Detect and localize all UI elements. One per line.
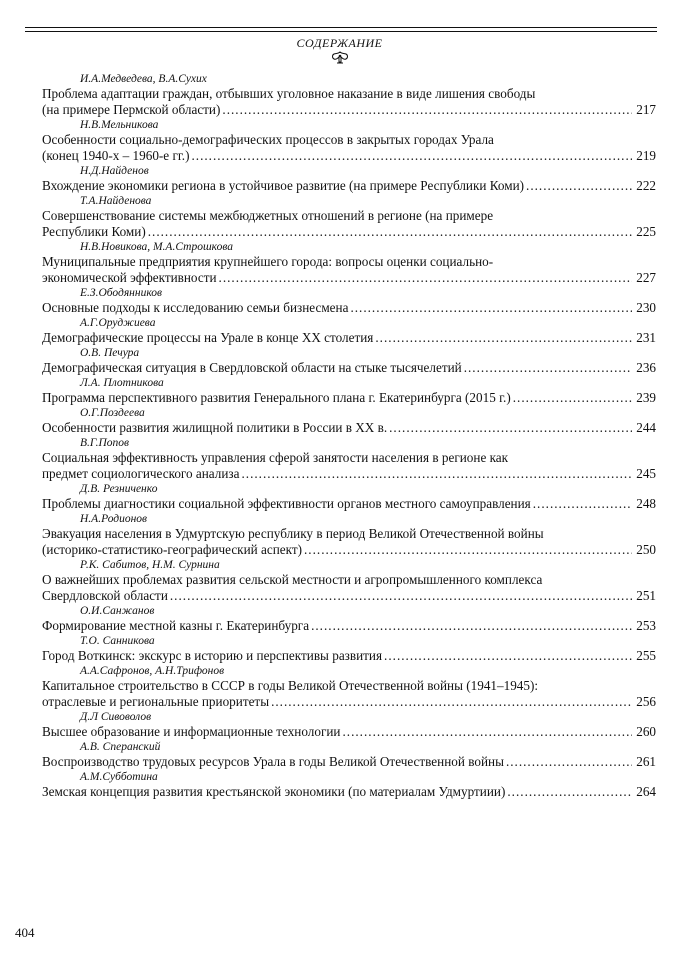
entry-page-number: 239 bbox=[636, 390, 656, 405]
entry-author: А.В. Сперанский bbox=[80, 741, 161, 753]
toc-entry bbox=[42, 740, 656, 770]
entry-page-number: 230 bbox=[636, 300, 656, 315]
entry-author: Д.В. Резниченко bbox=[80, 483, 158, 495]
dot-leader bbox=[222, 102, 632, 118]
entry-title-line: Эвакуация населения в Удмуртскую республику в период Великой Отечественной войны bbox=[42, 526, 544, 541]
dot-leader bbox=[526, 178, 632, 194]
entry-title-last-line bbox=[42, 178, 656, 194]
toc-entry bbox=[42, 558, 656, 604]
entry-title-line: Совершенствование системы межбюджетных отношений в регионе (на примере bbox=[42, 208, 494, 223]
entry-title-text: (конец 1940-х – 1960-е гг.) bbox=[42, 148, 190, 163]
toc-entry bbox=[42, 482, 656, 512]
entry-author: Д.Л Сивоволов bbox=[80, 711, 152, 723]
toc-entry bbox=[42, 376, 656, 406]
toc-entry bbox=[42, 770, 656, 800]
entry-page-number: 245 bbox=[636, 466, 656, 481]
entry-title-last-line bbox=[42, 542, 656, 558]
entry-title-last-line bbox=[42, 618, 656, 634]
dot-leader bbox=[271, 694, 632, 710]
entry-title-text: Город Воткинск: экскурс в историю и перспективы развития bbox=[42, 648, 383, 663]
entry-author: Р.К. Сабитов, Н.М. Сурнина bbox=[80, 559, 220, 571]
entry-title-line: Проблема адаптации граждан, отбывших уголовное наказание в виде лишения свободы bbox=[42, 86, 536, 101]
entry-author: Т.А.Найденова bbox=[80, 195, 152, 207]
dot-leader bbox=[219, 270, 632, 286]
entry-title-last-line bbox=[42, 466, 656, 482]
entry-title-last-line bbox=[42, 648, 656, 664]
dot-leader bbox=[513, 390, 632, 406]
entry-page-number: 225 bbox=[636, 224, 656, 239]
entry-title-last-line bbox=[42, 224, 656, 240]
entry-author: Л.А. Плотникова bbox=[80, 377, 164, 389]
dot-leader bbox=[350, 300, 632, 316]
entry-title-text: экономической эффективности bbox=[42, 270, 217, 285]
entry-title-text: отраслевые и региональные приоритеты bbox=[42, 694, 270, 709]
toc-entry bbox=[42, 72, 656, 118]
entry-title-text: Формирование местной казны г. Екатеринбурга bbox=[42, 618, 310, 633]
entry-author: Н.А.Родионов bbox=[80, 513, 148, 525]
entry-title-text: Программа перспективного развития Генерального плана г. Екатеринбурга (2015 г.) bbox=[42, 390, 511, 405]
dot-leader bbox=[191, 148, 632, 164]
entry-title-line: Муниципальные предприятия крупнейшего города: вопросы оценки социально- bbox=[42, 254, 494, 269]
toc-entry bbox=[42, 406, 656, 436]
entry-title-last-line bbox=[42, 496, 656, 512]
entry-title-line: Особенности социально-демографических процессов в закрытых городах Урала bbox=[42, 132, 494, 147]
entry-author: Н.В.Мельникова bbox=[80, 119, 159, 131]
dot-leader bbox=[304, 542, 632, 558]
entry-title-last-line bbox=[42, 300, 656, 316]
table-of-contents bbox=[42, 72, 656, 800]
header-rule-thin bbox=[25, 31, 657, 32]
entry-title-line: Социальная эффективность управления сферой занятости населения в регионе как bbox=[42, 450, 509, 465]
dot-leader bbox=[533, 496, 632, 512]
entry-page-number: 253 bbox=[636, 618, 656, 633]
entry-page-number: 227 bbox=[636, 270, 656, 285]
entry-title-text: (на примере Пермской области) bbox=[42, 102, 221, 117]
entry-page-number: 217 bbox=[636, 102, 656, 117]
entry-author: Н.В.Новикова, М.А.Строшкова bbox=[80, 241, 234, 253]
toc-entry bbox=[42, 512, 656, 558]
toc-entry bbox=[42, 164, 656, 194]
entry-title-last-line bbox=[42, 694, 656, 710]
entry-title-last-line bbox=[42, 330, 656, 346]
entry-page-number: 250 bbox=[636, 542, 656, 557]
entry-page-number: 264 bbox=[636, 784, 656, 799]
entry-title-text: Вхождение экономики региона в устойчивое развитие (на примере Республики Коми) bbox=[42, 178, 525, 193]
running-title: СОДЕРЖАНИЕ bbox=[296, 36, 383, 50]
entry-author: О.И.Санжанов bbox=[80, 605, 155, 617]
entry-title-text: предмет социологического анализа bbox=[42, 466, 240, 481]
header-rule-thick bbox=[25, 27, 657, 28]
entry-author: Н.Д.Найденов bbox=[80, 165, 149, 177]
toc-entry bbox=[42, 346, 656, 376]
entry-title-last-line bbox=[42, 784, 656, 800]
entry-title-text: Демографические процессы на Урале в конце XX столетия bbox=[42, 330, 374, 345]
dot-leader bbox=[311, 618, 632, 634]
dot-leader bbox=[148, 224, 632, 240]
entry-title-last-line bbox=[42, 270, 656, 286]
entry-title-line: О важнейших проблемах развития сельской местности и агропромышленного комплекса bbox=[42, 572, 543, 587]
entry-title-last-line bbox=[42, 724, 656, 740]
toc-entry bbox=[42, 316, 656, 346]
entry-title-last-line bbox=[42, 420, 656, 436]
dot-leader bbox=[507, 784, 632, 800]
entry-page-number: 222 bbox=[636, 178, 656, 193]
entry-title-last-line bbox=[42, 102, 656, 118]
entry-title-last-line bbox=[42, 588, 656, 604]
page-number: 404 bbox=[15, 925, 35, 940]
toc-entry bbox=[42, 436, 656, 482]
entry-author: И.А.Медведева, В.А.Сухих bbox=[80, 73, 207, 85]
entry-title-last-line bbox=[42, 360, 656, 376]
dot-leader bbox=[375, 330, 632, 346]
entry-author: О.Г.Поздеева bbox=[80, 407, 145, 419]
entry-author: Т.О. Санникова bbox=[80, 635, 155, 647]
dot-leader bbox=[506, 754, 632, 770]
toc-entry bbox=[42, 240, 656, 286]
toc-entry bbox=[42, 634, 656, 664]
entry-author: В.Г.Попов bbox=[80, 437, 129, 449]
entry-page-number: 248 bbox=[636, 496, 656, 511]
toc-entry bbox=[42, 710, 656, 740]
entry-page-number: 236 bbox=[636, 360, 656, 375]
entry-title-text: Особенности развития жилищной политики в России в XX в. bbox=[42, 420, 388, 435]
entry-page-number: 251 bbox=[636, 588, 656, 603]
dot-leader bbox=[342, 724, 632, 740]
toc-entry bbox=[42, 604, 656, 634]
toc-entry bbox=[42, 194, 656, 240]
entry-page-number: 219 bbox=[636, 148, 656, 163]
entry-title-last-line bbox=[42, 148, 656, 164]
entry-author: А.М.Субботина bbox=[80, 771, 158, 783]
entry-title-text: Свердловской области bbox=[42, 588, 168, 603]
toc-entry bbox=[42, 118, 656, 164]
entry-title-text: Земская концепция развития крестьянской экономики (по материалам Удмуртиии) bbox=[42, 784, 506, 799]
entry-title-text: Республики Коми) bbox=[42, 224, 146, 239]
entry-title-text: Воспроизводство трудовых ресурсов Урала в годы Великой Отечественной войны bbox=[42, 754, 504, 769]
entry-title-line: Капитальное строительство в СССР в годы Великой Отечественной войны (1941–1945): bbox=[42, 678, 539, 693]
entry-title-text: Высшее образование и информационные технологии bbox=[42, 724, 341, 739]
entry-title-last-line bbox=[42, 390, 656, 406]
entry-title-text: (историко-статистико-географический аспект) bbox=[42, 542, 302, 557]
entry-author: О.В. Печура bbox=[80, 347, 140, 359]
entry-title-text: Демографическая ситуация в Свердловской области на стыке тысячелетий bbox=[42, 360, 462, 375]
toc-entry bbox=[42, 286, 656, 316]
dot-leader bbox=[464, 360, 632, 376]
entry-page-number: 260 bbox=[636, 724, 656, 739]
entry-page-number: 255 bbox=[636, 648, 656, 663]
dot-leader bbox=[384, 648, 632, 664]
dot-leader bbox=[170, 588, 632, 604]
dot-leader bbox=[241, 466, 632, 482]
entry-author: А.А.Сафронов, А.Н.Трифонов bbox=[80, 665, 225, 677]
dot-leader bbox=[389, 420, 632, 436]
entry-title-text: Основные подходы к исследованию семьи бизнесмена bbox=[42, 300, 349, 315]
entry-title-text: Проблемы диагностики социальной эффективности органов местного самоуправления bbox=[42, 496, 531, 511]
entry-page-number: 261 bbox=[636, 754, 656, 769]
entry-title-last-line bbox=[42, 754, 656, 770]
entry-page-number: 231 bbox=[636, 330, 656, 345]
entry-author: Е.З.Ободянников bbox=[80, 287, 163, 299]
entry-author: А.Г.Оруджиева bbox=[80, 317, 156, 329]
fleuron-ornament-icon bbox=[330, 51, 350, 64]
toc-entry bbox=[42, 664, 656, 710]
entry-page-number: 256 bbox=[636, 694, 656, 709]
entry-page-number: 244 bbox=[636, 420, 656, 435]
